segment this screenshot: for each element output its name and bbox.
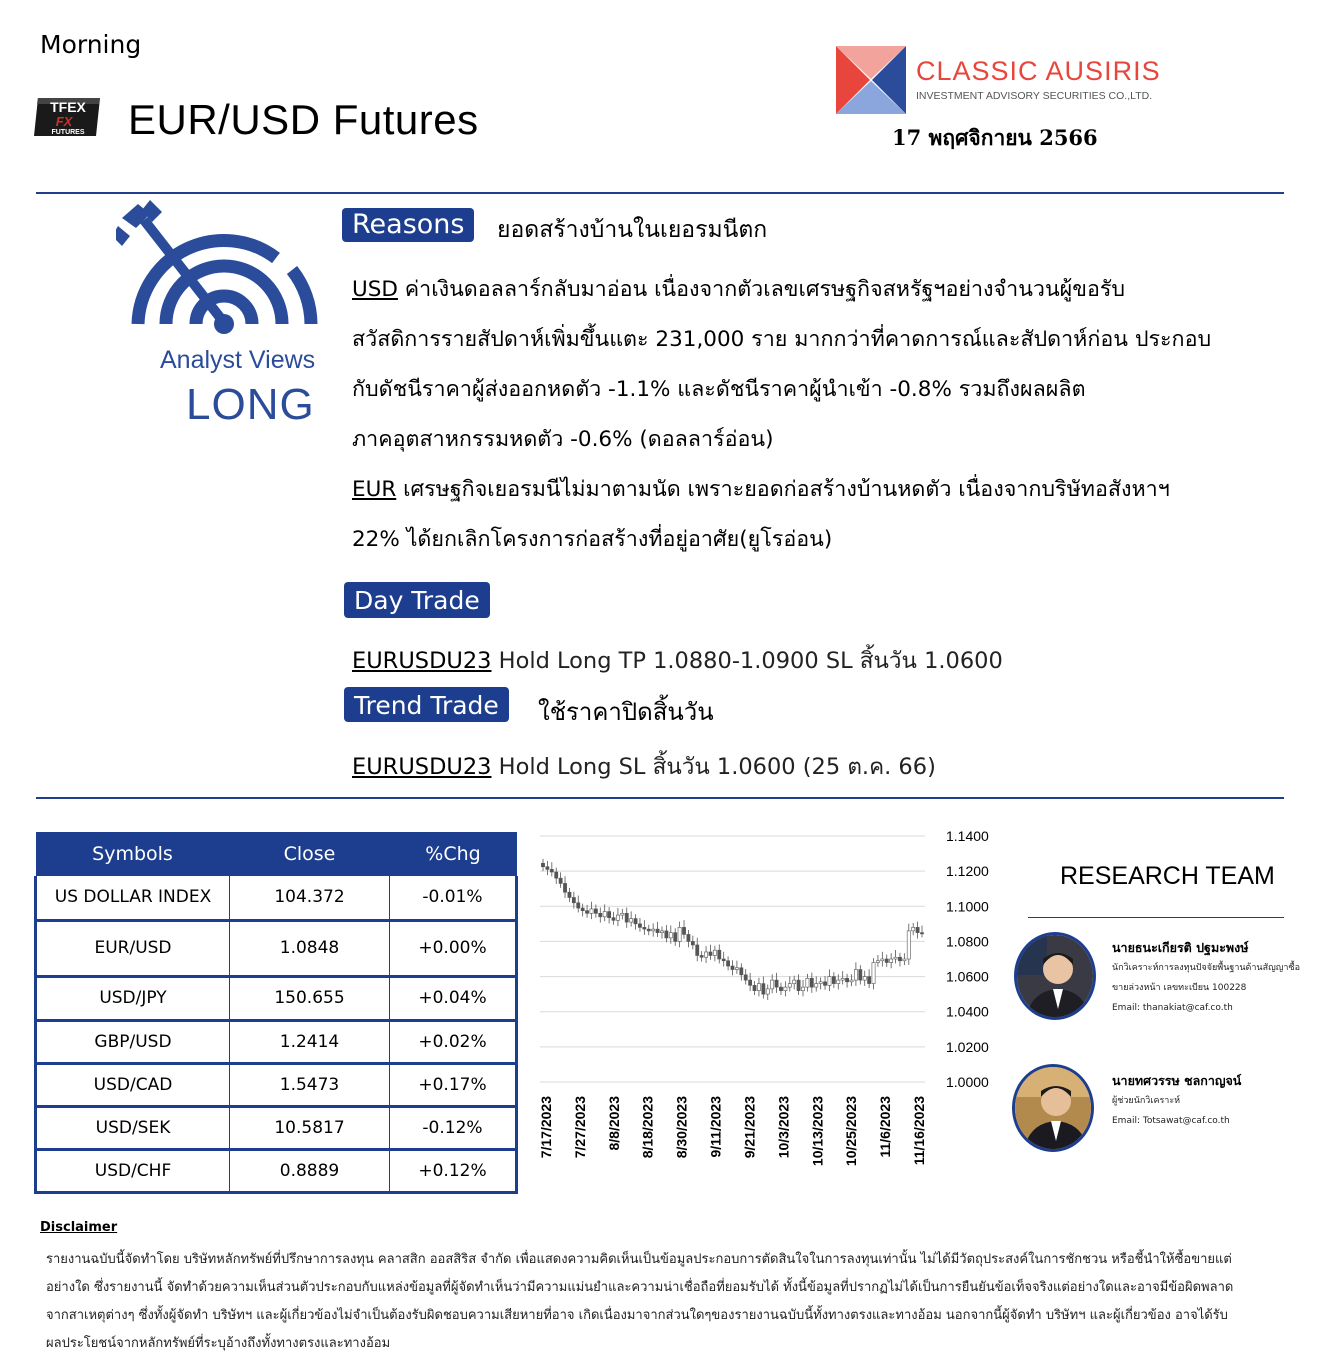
x-tick-label: 11/6/2023 bbox=[877, 1096, 894, 1158]
reason-line: 22% ได้ยกเลิกโครงการก่อสร้างที่อยู่อาศัย(ยูโรอ่อน) bbox=[352, 527, 833, 552]
candle-body bbox=[643, 927, 646, 929]
x-tick-label: 10/13/2023 bbox=[809, 1096, 826, 1167]
candle-body bbox=[801, 987, 804, 991]
x-tick-label: 8/18/2023 bbox=[639, 1096, 656, 1159]
analyst-email: Email: thanakiat@caf.co.th bbox=[1112, 1003, 1233, 1013]
symbol-cell: USD/CAD bbox=[36, 1063, 230, 1106]
analyst-role: นักวิเคราะห์การลงทุนปัจจัยพื้นฐานด้านสัญญาซื้อ bbox=[1112, 963, 1300, 973]
x-tick-label: 10/25/2023 bbox=[843, 1096, 860, 1167]
product-title: EUR/USD Futures bbox=[128, 96, 479, 143]
close-cell: 10.5817 bbox=[230, 1106, 390, 1149]
candle-body bbox=[920, 933, 923, 934]
candle-body bbox=[757, 984, 760, 991]
tfex-logo bbox=[34, 96, 104, 138]
candle-body bbox=[823, 982, 826, 986]
candle-body bbox=[550, 869, 553, 872]
candle-body bbox=[890, 959, 893, 963]
candle-body bbox=[916, 927, 919, 932]
candle-body bbox=[797, 980, 800, 991]
candle-body bbox=[868, 977, 871, 984]
research-team-title: RESEARCH TEAM bbox=[1060, 862, 1275, 890]
x-tick-label: 7/27/2023 bbox=[571, 1096, 588, 1159]
candle-body bbox=[568, 892, 571, 897]
y-tick-label: 1.1000 bbox=[946, 898, 989, 915]
edition-label: Morning bbox=[40, 30, 142, 59]
day-trade-symbol: EURUSDU23 bbox=[352, 648, 492, 674]
candle-body bbox=[912, 927, 915, 931]
candle-body bbox=[828, 977, 831, 986]
x-tick-label: 11/16/2023 bbox=[911, 1096, 927, 1166]
change-cell: -0.01% bbox=[390, 876, 517, 920]
analyst-stance: LONG bbox=[186, 380, 315, 429]
candle-body bbox=[665, 931, 668, 938]
candle-body bbox=[678, 927, 681, 941]
table-header-row bbox=[36, 832, 517, 876]
symbol-cell: USD/SEK bbox=[36, 1106, 230, 1149]
candle-body bbox=[647, 929, 650, 931]
candle-body bbox=[599, 913, 602, 917]
candle-body bbox=[894, 957, 897, 959]
trend-trade-note: ใช้ราคาปิดสิ้นวัน bbox=[538, 698, 714, 726]
middle-divider bbox=[36, 797, 1284, 799]
reason-line: USD ค่าเงินดอลลาร์กลับมาอ่อน เนื่องจากตัวเลขเศรษฐกิจสหรัฐฯอย่างจำนวนผู้ขอรับ bbox=[352, 277, 1126, 302]
candle-body bbox=[718, 950, 721, 959]
change-cell: -0.12% bbox=[390, 1106, 517, 1149]
change-cell: +0.17% bbox=[390, 1063, 517, 1106]
candle-body bbox=[669, 933, 672, 938]
disclaimer-line: จากสาเหตุต่างๆ ซึ่งทั้งผู้จัดทำ บริษัทฯ และผู้เกี่ยวข้องไม่จำเป็นต้องรับผิดชอบความเสียหายที่อาจ เกิดเนื่องมาจากส่วนใดๆของรายงานฉบับนี้ทั้งทางตรงและทางอ้อม นอกจากนี้ผู้จัดทำ บริษัทฯ และผู้เกี่ยวข้อง อาจได้รับ bbox=[46, 1308, 1228, 1323]
x-tick-label: 8/30/2023 bbox=[673, 1096, 690, 1159]
candle-body bbox=[832, 977, 835, 984]
symbol-cell: GBP/USD bbox=[36, 1020, 230, 1063]
close-cell: 0.8889 bbox=[230, 1149, 390, 1192]
change-cell: +0.04% bbox=[390, 976, 517, 1020]
day-trade-pill: Day Trade bbox=[344, 582, 490, 618]
trend-trade-pill: Trend Trade bbox=[344, 687, 509, 722]
candle-body bbox=[841, 978, 844, 980]
analyst-avatar bbox=[1012, 1064, 1094, 1152]
analyst-name: นายธนะเกียรติ ปฐมะพงษ์ bbox=[1112, 940, 1249, 955]
candle-body bbox=[660, 931, 663, 933]
candle-body bbox=[590, 909, 593, 913]
reasons-headline: ยอดสร้างบ้านในเยอรมนีตก bbox=[497, 217, 768, 243]
table-row bbox=[36, 1020, 517, 1063]
candle-body bbox=[845, 978, 848, 982]
candle-body bbox=[788, 984, 791, 988]
candle-body bbox=[563, 883, 566, 892]
candle-body bbox=[793, 980, 796, 984]
close-cell: 1.0848 bbox=[230, 920, 390, 976]
y-tick-label: 1.0000 bbox=[946, 1074, 989, 1090]
candle-body bbox=[674, 933, 677, 942]
symbol-cell: USD/JPY bbox=[36, 976, 230, 1020]
candle-body bbox=[630, 919, 633, 923]
candle-body bbox=[616, 915, 619, 920]
y-tick-label: 1.0400 bbox=[946, 1003, 989, 1020]
disclaimer-title: Disclaimer bbox=[40, 1220, 118, 1235]
market-table bbox=[34, 832, 518, 1194]
currency-tag: EUR bbox=[352, 477, 397, 502]
candle-body bbox=[784, 987, 787, 991]
candle-body bbox=[722, 959, 725, 961]
table-row bbox=[36, 1106, 517, 1149]
candle-body bbox=[682, 927, 685, 934]
change-cell: +0.12% bbox=[390, 1149, 517, 1192]
analyst-name: นายทศวรรษ ชลกาญจน์ bbox=[1112, 1073, 1242, 1088]
disclaimer-line: อย่างใด ซึ่งรายงานนี้ จัดทำด้วยความเห็นส่วนตัวประกอบกับแหล่งข้อมูลที่ผู้จัดทำเห็นว่ามีความแม่นยำและความน่าเชื่อถือที่ยอมรับได้ ทั้งนี้ข้อมูลที่ปรากฏไม่ได้เป็นการยืนยันข้อเท็จจริงแต่อย่างใดและอาจมีข้อผิดพลาด bbox=[46, 1280, 1234, 1295]
candle-body bbox=[815, 984, 818, 988]
table-row bbox=[36, 976, 517, 1020]
candle-body bbox=[603, 912, 606, 917]
candle-body bbox=[771, 980, 774, 989]
y-tick-label: 1.1400 bbox=[946, 828, 989, 844]
candle-body bbox=[638, 924, 641, 928]
x-tick-label: 9/21/2023 bbox=[741, 1096, 758, 1159]
symbol-cell: EUR/USD bbox=[36, 920, 230, 976]
table-row bbox=[36, 1149, 517, 1192]
candle-body bbox=[885, 959, 888, 963]
y-tick-label: 1.0800 bbox=[946, 933, 989, 950]
close-cell: 104.372 bbox=[230, 876, 390, 920]
candle-body bbox=[810, 978, 813, 987]
candle-body bbox=[735, 968, 738, 970]
disclaimer-body bbox=[46, 1246, 1266, 1358]
x-tick-label: 7/17/2023 bbox=[538, 1096, 554, 1159]
analyst-role: ผู้ช่วยนักวิเคราะห์ bbox=[1112, 1096, 1181, 1106]
candle-body bbox=[863, 977, 866, 981]
reason-line: EUR เศรษฐกิจเยอรมนีไม่มาตามนัด เพราะยอดก่อสร้างบ้านหดตัว เนื่องจากบริษัทอสังหาฯ bbox=[352, 477, 1170, 502]
candle-body bbox=[700, 955, 703, 957]
candle-body bbox=[740, 968, 743, 975]
y-tick-label: 1.0600 bbox=[946, 968, 989, 985]
eurusd-price-chart bbox=[520, 820, 1010, 1200]
y-tick-label: 1.1200 bbox=[946, 863, 989, 880]
reason-line: ภาคอุตสาหกรรมหดตัว -0.6% (ดอลลาร์อ่อน) bbox=[352, 427, 774, 452]
candle-body bbox=[704, 952, 707, 957]
research-team-divider bbox=[1028, 917, 1284, 918]
candle-body bbox=[872, 963, 875, 984]
candle-body bbox=[555, 872, 558, 878]
candle-body bbox=[656, 929, 659, 933]
candle-body bbox=[621, 913, 624, 915]
candle-body bbox=[775, 980, 778, 987]
candle-body bbox=[806, 978, 809, 987]
candle-body bbox=[546, 867, 549, 870]
close-cell: 1.2414 bbox=[230, 1020, 390, 1063]
top-divider bbox=[36, 192, 1284, 194]
candle-body bbox=[585, 911, 588, 914]
analyst-email: Email: Totsawat@caf.co.th bbox=[1112, 1116, 1230, 1126]
candle-body bbox=[766, 989, 769, 994]
candle-body bbox=[577, 903, 580, 908]
candle-body bbox=[819, 982, 822, 984]
candle-body bbox=[859, 970, 862, 981]
disclaimer-line: รายงานฉบับนี้จัดทำโดย บริษัทหลักทรัพย์ที่ปรึกษาการลงทุน คลาสสิก ออสสิริส จำกัด เพื่อแสดงความคิดเห็นเป็นข้อมูลประกอบการตัดสินใจในการลงทุนเท่านั้น ไม่ได้มีวัตถุประสงค์ในการชักชวน หรือชี้นำให้ซื้อขายแต่ bbox=[46, 1252, 1232, 1267]
brand-logo-icon bbox=[836, 46, 906, 114]
candle-body bbox=[837, 980, 840, 984]
analyst-avatar bbox=[1014, 932, 1096, 1020]
candle-body bbox=[753, 985, 756, 990]
close-cell: 1.5473 bbox=[230, 1063, 390, 1106]
candle-body bbox=[881, 959, 884, 961]
column-header: Close bbox=[230, 832, 390, 876]
trend-trade-symbol: EURUSDU23 bbox=[352, 754, 492, 780]
disclaimer-line: ผลประโยชน์จากหลักทรัพย์ที่ระบุอ้างถึงทั้งทางตรงและทางอ้อม bbox=[46, 1336, 391, 1351]
candle-body bbox=[696, 945, 699, 956]
column-header: Symbols bbox=[36, 832, 230, 876]
reasons-pill: Reasons bbox=[342, 208, 474, 242]
candle-body bbox=[687, 934, 690, 941]
candle-body bbox=[594, 909, 597, 913]
candle-body bbox=[726, 961, 729, 966]
trend-trade-line: EURUSDU23 Hold Long SL สิ้นวัน 1.0600 (25 ต.ค. 66) bbox=[352, 754, 936, 780]
candle-body bbox=[898, 957, 901, 961]
target-arrow-icon bbox=[116, 200, 330, 340]
brand-name: CLASSIC AUSIRIS bbox=[916, 56, 1161, 86]
change-cell: +0.02% bbox=[390, 1020, 517, 1063]
candle-body bbox=[709, 952, 712, 956]
column-header: %Chg bbox=[390, 832, 517, 876]
report-date: 17 พฤศจิกายน 2566 bbox=[892, 125, 1098, 150]
candle-body bbox=[652, 929, 655, 931]
candle-body bbox=[854, 970, 857, 981]
table-row bbox=[36, 920, 517, 976]
candle-body bbox=[608, 912, 611, 918]
analyst-views-label: Analyst Views bbox=[160, 346, 316, 374]
x-tick-label: 8/8/2023 bbox=[605, 1096, 622, 1151]
table-row bbox=[36, 876, 517, 920]
candle-body bbox=[625, 913, 628, 922]
symbol-cell: US DOLLAR INDEX bbox=[36, 876, 230, 920]
x-tick-label: 9/11/2023 bbox=[707, 1096, 724, 1158]
day-trade-line: EURUSDU23 Hold Long TP 1.0880-1.0900 SL สิ้นวัน 1.0600 bbox=[352, 648, 1003, 674]
x-tick-label: 10/3/2023 bbox=[775, 1096, 792, 1159]
symbol-cell: USD/CHF bbox=[36, 1149, 230, 1192]
brand-subtitle: INVESTMENT ADVISORY SECURITIES CO.,LTD. bbox=[916, 90, 1153, 102]
candle-body bbox=[634, 919, 637, 924]
analyst-role-detail: ขายล่วงหน้า เลขทะเบียน 100228 bbox=[1112, 983, 1247, 993]
change-cell: +0.00% bbox=[390, 920, 517, 976]
currency-tag: USD bbox=[352, 277, 398, 302]
close-cell: 150.655 bbox=[230, 976, 390, 1020]
candle-body bbox=[581, 908, 584, 911]
candle-body bbox=[749, 980, 752, 985]
candle-body bbox=[762, 984, 765, 995]
table-row bbox=[36, 1063, 517, 1106]
svg-text:TFEX: TFEX bbox=[50, 99, 86, 115]
candle-body bbox=[779, 987, 782, 991]
svg-text:FX: FX bbox=[55, 114, 73, 129]
svg-text:FUTURES: FUTURES bbox=[51, 129, 85, 136]
candle-body bbox=[612, 918, 615, 921]
candle-body bbox=[572, 898, 575, 903]
candle-body bbox=[876, 961, 879, 963]
candle-body bbox=[903, 959, 906, 961]
candle-body bbox=[541, 863, 544, 867]
reason-line: สวัสดิการรายสัปดาห์เพิ่มขึ้นแตะ 231,000 ราย มากกว่าที่คาดการณ์และสัปดาห์ก่อน ประกอบ bbox=[352, 327, 1212, 352]
y-tick-label: 1.0200 bbox=[946, 1038, 989, 1055]
candle-body bbox=[731, 966, 734, 970]
candle-body bbox=[850, 980, 853, 982]
reason-line: กับดัชนีราคาผู้ส่งออกหดตัว -1.1% และดัชนีราคาผู้นำเข้า -0.8% รวมถึงผลผลิต bbox=[352, 377, 1086, 402]
candle-body bbox=[713, 950, 716, 955]
candle-body bbox=[744, 975, 747, 980]
candle-body bbox=[559, 878, 562, 883]
candle-body bbox=[907, 931, 910, 959]
candle-body bbox=[691, 941, 694, 945]
